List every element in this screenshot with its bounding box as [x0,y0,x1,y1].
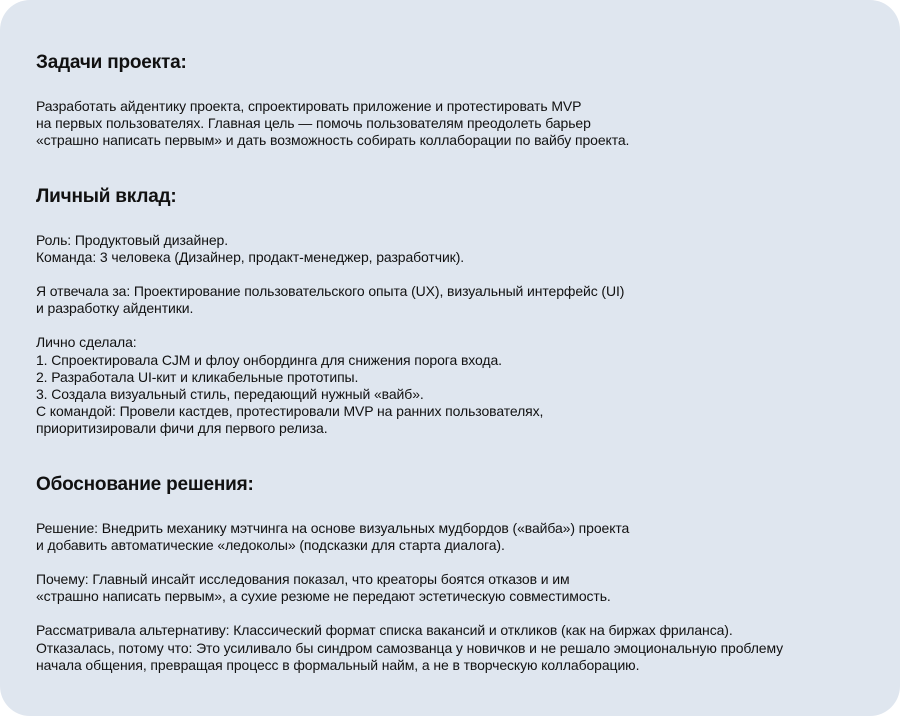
text-line: 3. Создала визуальный стиль, передающий нужный «вайб». [36,386,424,403]
text-line: Почему: Главный инсайт исследования показал, что креаторы боятся отказов и им [36,571,570,588]
text-line: Разработать айдентику проекта, спроектировать приложение и протестировать MVP [36,98,582,114]
paragraph [36,622,864,674]
section-title: Задачи проекта: [36,52,187,73]
paragraph [36,283,864,317]
text-line: и разработку айдентики. [36,300,194,317]
text-line: 2. Разработала UI-кит и кликабельные прототипы. [36,368,359,385]
text-line: приоритизировали фичи для первого релиза. [36,420,328,437]
section-title: Личный вклад: [36,185,177,207]
paragraph [36,520,864,554]
section-project-goals [36,50,864,150]
section-solution-rationale [36,472,864,674]
text-line: Отказалась, потому что: Это усиливало бы синдром самозванца у новичков и не решало эмоциональную проблему [36,639,784,656]
text-line: на первых пользователях. Главная цель — помочь пользователям преодолеть барьер [36,115,591,132]
section-title: Обоснование решения: [36,473,254,495]
text-line: С командой: Провели кастдев, протестировали MVP на ранних пользователях, [36,403,544,420]
text-line: «страшно написать первым», а сухие резюме не передают эстетическую совместимость. [36,588,611,605]
text-line: Лично сделала: [36,334,137,351]
section-personal-contribution [36,184,864,438]
text-line: Решение: Внедрить механику мэтчинга на основе визуальных мудбордов («вайба») проекта [36,519,630,536]
text-line: Я отвечала за: Проектирование пользовательского опыта (UX), визуальный интерфейс (UI) [36,283,625,300]
text-line: Рассматривала альтернативу: Классический формат списка вакансий и откликов (как на биржах фриланса). [36,622,733,639]
text-line: начала общения, превращая процесс в формальный найм, а не в творческую коллаборацию. [36,656,640,673]
text-line: Роль: Продуктовый дизайнер. [36,231,228,248]
text-line: Команда: 3 человека (Дизайнер, продакт-менеджер, разработчик). [36,248,465,265]
paragraph [36,98,864,150]
paragraph [36,334,864,437]
text-line: и добавить автоматические «ледоколы» (подсказки для старта диалога). [36,536,505,553]
text-line: «страшно написать первым» и дать возможность собирать коллаборации по вайбу проекта. [36,132,630,149]
text-line: 1. Спроектировала CJM и флоу онбординга для снижения порога входа. [36,351,502,368]
paragraph [36,232,864,266]
paragraph [36,571,864,605]
